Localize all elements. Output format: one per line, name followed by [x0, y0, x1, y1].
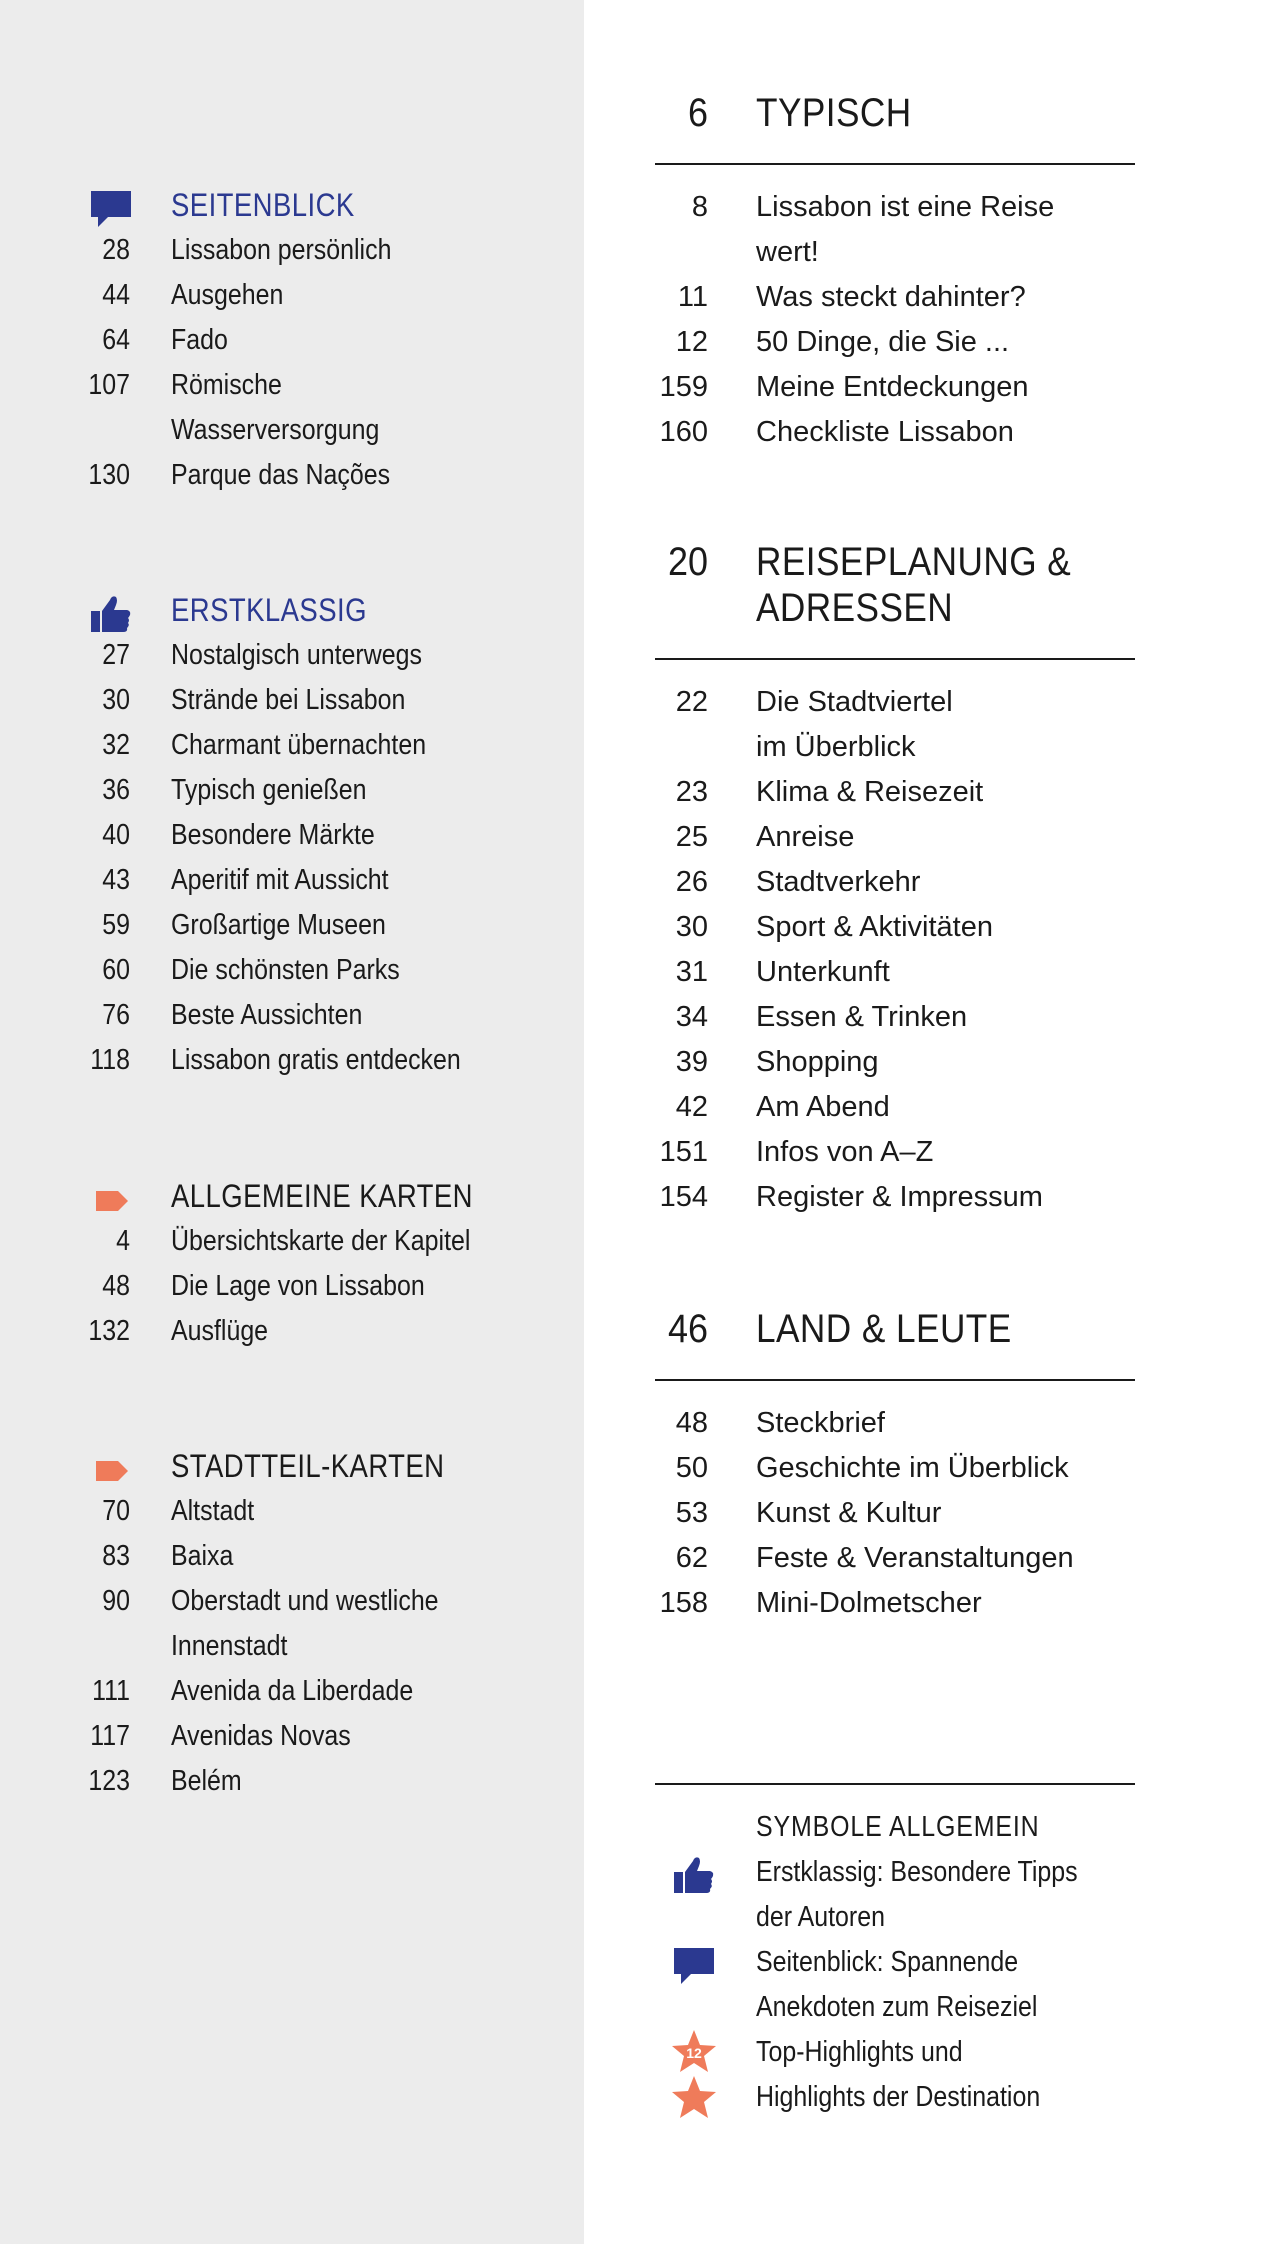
- list-item: 160 Checkliste Lissabon: [659, 416, 1014, 448]
- list-item: 76 Beste Aussichten: [102, 999, 363, 1031]
- list-item: 118 Lissabon gratis entdecken: [90, 1044, 461, 1076]
- chapter-header: [655, 539, 1135, 631]
- list-item: 159 Meine Entdeckungen: [659, 371, 1029, 403]
- left-panel: [0, 0, 584, 2244]
- section-header: [0, 183, 584, 228]
- section-header: [0, 1444, 584, 1489]
- chapter-title: LAND & LEUTE: [756, 1307, 1012, 1351]
- list-item: 43 Aperitif mit Aussicht: [102, 864, 389, 896]
- list-item: 23 Klima & Reisezeit: [675, 776, 984, 808]
- list-item: 154 Register & Impressum: [659, 1181, 1043, 1213]
- chapter-header: [655, 90, 1135, 136]
- list-item: 39 Shopping: [675, 1046, 879, 1078]
- list-item: 32 Charmant übernachten: [102, 729, 427, 761]
- chapter-number: 46: [667, 1307, 708, 1351]
- star-badge-icon: [669, 2028, 719, 2076]
- list-item: 107 Römische Wasserversorgung: [88, 369, 380, 446]
- list-item: 8 Lissabon ist eine Reise wert!: [691, 191, 1055, 268]
- list-item: 40 Besondere Märkte: [102, 819, 375, 851]
- section-title: SEITENBLICK: [171, 187, 355, 223]
- speech-bubble-icon: [88, 189, 134, 229]
- chapter-number: 6: [687, 91, 708, 135]
- list-item: 53 Kunst & Kultur: [675, 1497, 942, 1529]
- list-item: 11 Was steckt dahinter?: [677, 281, 1026, 313]
- chapter-title: TYPISCH: [756, 91, 912, 135]
- divider: [655, 163, 1135, 165]
- map-tag-icon: [88, 1450, 134, 1490]
- thumbs-up-icon: [671, 1855, 717, 1895]
- list-item: 64 Fado: [102, 324, 228, 356]
- chapter-land-leute: [655, 1306, 1135, 1619]
- divider: [655, 658, 1135, 660]
- section-seitenblick: [0, 183, 584, 498]
- list-item: 158 Mini-Dolmetscher: [659, 1587, 982, 1619]
- thumbs-up-icon: [88, 594, 134, 634]
- list-item: 22 Die Stadtviertel im Überblick: [675, 686, 953, 763]
- section-stadtteil-karten: [0, 1444, 584, 1804]
- star-badge-number: 12: [686, 2045, 702, 2061]
- list-item: 31 Unterkunft: [675, 956, 890, 988]
- list-item: 48 Die Lage von Lissabon: [102, 1270, 425, 1302]
- chapter-number: 20: [667, 540, 708, 584]
- section-title: ALLGEMEINE KARTEN: [171, 1178, 473, 1214]
- section-header: [0, 588, 584, 633]
- list-item: 130 Parque das Nações: [88, 459, 391, 491]
- list-item: 59 Großartige Museen: [102, 909, 386, 941]
- section-title: ERSTKLASSIG: [171, 592, 367, 628]
- speech-bubble-icon: [671, 1946, 717, 1986]
- list-item: 132 Ausflüge: [88, 1315, 269, 1347]
- divider: [655, 1783, 1135, 1785]
- list-item: 48 Steckbrief: [675, 1407, 885, 1439]
- chapter-reiseplanung: [655, 539, 1135, 1213]
- list-item: 36 Typisch genießen: [102, 774, 367, 806]
- list-item: 44 Ausgehen: [102, 279, 284, 311]
- list-item: 83 Baixa: [102, 1540, 234, 1572]
- list-item: 70 Altstadt: [102, 1495, 255, 1527]
- list-item: 42 Am Abend: [675, 1091, 890, 1123]
- section-title: STADTTEIL-KARTEN: [171, 1448, 445, 1484]
- list-item: 50 Geschichte im Überblick: [675, 1452, 1069, 1484]
- list-item: 30 Sport & Aktivitäten: [675, 911, 993, 943]
- list-item: 4 Übersichtskarte der Kapitel: [116, 1225, 471, 1257]
- list-item: 60 Die schönsten Parks: [102, 954, 400, 986]
- list-item: 117 Avenidas Novas: [90, 1720, 351, 1752]
- map-tag-icon: [88, 1180, 134, 1220]
- chapter-typisch: [655, 90, 1135, 448]
- list-item: 151 Infos von A–Z: [659, 1136, 934, 1168]
- list-item: 26 Stadtverkehr: [675, 866, 921, 898]
- section-header: [0, 1174, 584, 1219]
- list-item: 12 50 Dinge, die Sie ...: [675, 326, 1010, 358]
- star-icon: [669, 2074, 719, 2122]
- section-allgemeine-karten: [0, 1174, 584, 1354]
- list-item: 62 Feste & Veranstaltungen: [675, 1542, 1074, 1574]
- chapter-header: [655, 1306, 1135, 1352]
- section-erstklassig: [0, 588, 584, 1083]
- divider: [655, 1379, 1135, 1381]
- list-item: 25 Anreise: [675, 821, 855, 853]
- chapter-title: REISEPLANUNG & ADRESSEN: [756, 540, 1072, 630]
- legend-title: SYMBOLE ALLGEMEIN: [756, 1811, 1040, 1843]
- list-item: 34 Essen & Trinken: [675, 1001, 968, 1033]
- list-item: 28 Lissabon persönlich: [102, 234, 392, 266]
- list-item: 90 Oberstadt und westliche Innenstadt: [102, 1585, 439, 1662]
- list-item: 111 Avenida da Liberdade: [92, 1675, 414, 1707]
- list-item: 30 Strände bei Lissabon: [102, 684, 406, 716]
- list-item: 27 Nostalgisch unterwegs: [102, 639, 422, 671]
- list-item: 123 Belém: [88, 1765, 242, 1797]
